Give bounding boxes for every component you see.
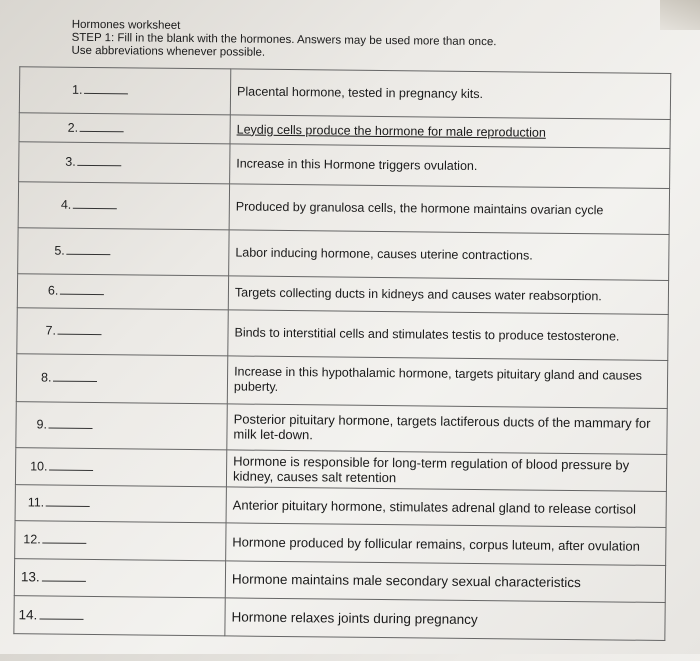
answer-cell[interactable] xyxy=(19,113,230,144)
clue-text: Produced by granulosa cells, the hormone maintains ovarian cycle xyxy=(229,184,669,235)
answer-blank[interactable] xyxy=(80,121,124,132)
item-number: 9. xyxy=(36,417,48,432)
item-number: 2. xyxy=(67,120,79,135)
worksheet-instructions: STEP 1: Fill in the blank with the hormones. Answers may be used more than once. xyxy=(71,31,497,49)
answer-blank[interactable] xyxy=(73,198,117,209)
worksheet-header xyxy=(71,19,496,62)
item-number: 14. xyxy=(18,607,38,623)
table-row xyxy=(18,182,669,235)
answer-blank[interactable] xyxy=(42,571,86,582)
answer-cell[interactable] xyxy=(14,558,225,598)
answer-cell[interactable] xyxy=(14,596,225,636)
answer-cell[interactable] xyxy=(16,353,227,403)
item-number: 5. xyxy=(54,243,65,258)
answer-cell[interactable] xyxy=(15,521,226,561)
clue-text: Placental hormone, tested in pregnancy kits. xyxy=(230,69,670,120)
answer-blank[interactable] xyxy=(78,155,122,166)
answer-cell[interactable] xyxy=(18,182,229,230)
worksheet-note: Use abbreviations whenever possible. xyxy=(71,44,266,59)
item-number: 13. xyxy=(20,569,40,585)
table-row xyxy=(16,353,667,408)
answer-blank[interactable] xyxy=(53,370,97,381)
answer-blank[interactable] xyxy=(46,496,90,507)
clue-text: Hormone maintains male secondary sexual characteristics xyxy=(225,560,665,602)
clue-text: Labor inducing hormone, causes uterine contractions. xyxy=(229,230,669,281)
item-number: 6. xyxy=(47,283,59,298)
item-number: 3. xyxy=(65,154,76,169)
clue-text: Increase in this Hormone triggers ovulation. xyxy=(230,144,670,188)
answer-blank[interactable] xyxy=(49,459,93,470)
answer-blank[interactable] xyxy=(49,417,93,428)
clue-text: Posterior pituitary hormone, targets lactiferous ducts of the mammary for milk let-down. xyxy=(227,404,667,455)
answer-blank[interactable] xyxy=(58,323,102,334)
answer-cell[interactable] xyxy=(19,67,230,115)
answer-cell[interactable] xyxy=(16,401,227,449)
answer-cell[interactable] xyxy=(15,447,226,487)
answer-blank[interactable] xyxy=(60,283,104,294)
table-row xyxy=(14,596,665,641)
clue-text: Increase in this hypothalamic hormone, targets pituitary gland and causes puberty. xyxy=(227,355,667,408)
answer-cell[interactable] xyxy=(18,228,229,276)
table-row xyxy=(17,307,668,360)
clue-text: Hormone is responsible for long-term regulation of blood pressure by kidney, causes salt retention xyxy=(226,450,666,492)
clue-text: Binds to interstitial cells and stimulates testis to produce testosterone. xyxy=(228,309,668,360)
clue-text: Anterior pituitary hormone, stimulates adrenal gland to release cortisol xyxy=(226,487,666,527)
clue-text: Hormone relaxes joints during pregnancy xyxy=(225,598,665,640)
item-number: 1. xyxy=(71,82,83,97)
answer-cell[interactable] xyxy=(15,485,226,523)
answer-blank[interactable] xyxy=(39,609,83,620)
answer-blank[interactable] xyxy=(43,532,87,543)
worksheet-title: Hormones worksheet xyxy=(71,18,181,32)
item-number: 11. xyxy=(27,495,45,510)
item-number: 7. xyxy=(45,323,57,338)
item-number: 12. xyxy=(23,532,41,547)
clue-text: Leydig cells produce the hormone for male reproduction xyxy=(230,115,670,149)
item-number: 4. xyxy=(60,197,72,212)
answer-blank[interactable] xyxy=(84,83,128,94)
table-row xyxy=(19,142,670,189)
table-row xyxy=(19,67,670,120)
answer-cell[interactable] xyxy=(17,307,228,355)
table-row xyxy=(18,228,669,281)
clue-text: Targets collecting ducts in kidneys and causes water reabsorption. xyxy=(228,276,668,314)
table-row xyxy=(16,401,667,454)
answer-cell[interactable] xyxy=(19,142,230,184)
answer-cell[interactable] xyxy=(17,274,228,310)
answer-blank[interactable] xyxy=(67,244,111,255)
hormone-table xyxy=(13,66,671,641)
clue-text: Hormone produced by follicular remains, corpus luteum, after ovulation xyxy=(226,523,666,565)
item-number: 10. xyxy=(30,458,48,474)
item-number: 8. xyxy=(40,370,52,385)
